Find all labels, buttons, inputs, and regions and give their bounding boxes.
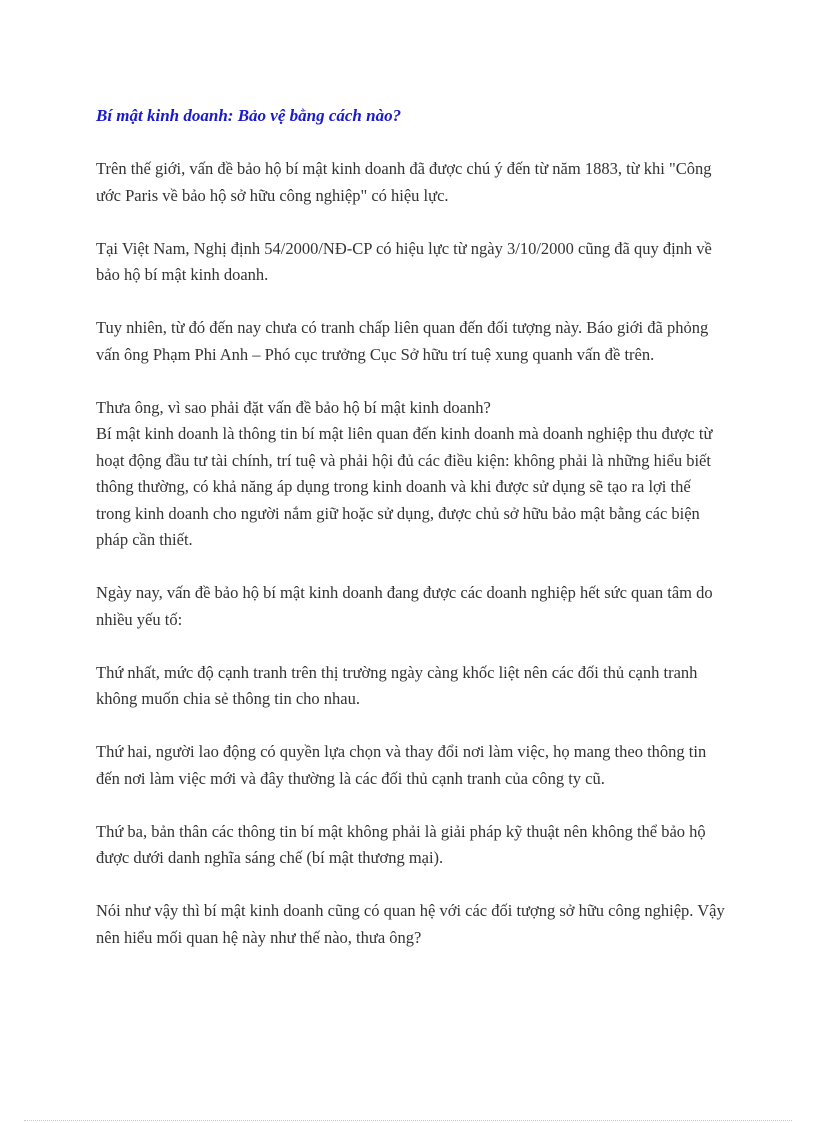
- article-title: Bí mật kinh doanh: Bảo vệ bằng cách nào?: [96, 106, 402, 125]
- paragraph-reason-second: Thứ hai, người lao động có quyền lựa chọn và thay đổi nơi làm việc, họ mang theo thông tin đến nơi làm việc mới và đây thường là các đối thủ cạnh tranh của công ty cũ.: [96, 742, 707, 788]
- interview-question-1: Thưa ông, vì sao phải đặt vấn đề bảo hộ bí mật kinh doanh?: [96, 397, 491, 417]
- interview-question-2: Nói như vậy thì bí mật kinh doanh cũng có quan hệ với các đối tượng sở hữu công nghiệp. Vậy nên hiểu mối quan hệ này như thế nào, thưa ông?: [96, 901, 725, 947]
- article-body: [96, 103, 726, 978]
- paragraph-interview-intro: Tuy nhiên, từ đó đến nay chưa có tranh chấp liên quan đến đối tượng này. Báo giới đã phỏng vấn ông Phạm Phi Anh – Phó cục trưởng Cục Sở hữu trí tuệ xung quanh vấn đề trên.: [96, 318, 709, 364]
- page-bottom-divider: [24, 1120, 792, 1121]
- paragraph-reasons-intro: Ngày nay, vấn đề bảo hộ bí mật kinh doanh đang được các doanh nghiệp hết sức quan tâm do nhiều yếu tố:: [96, 583, 713, 629]
- paragraph-reason-first: Thứ nhất, mức độ cạnh tranh trên thị trường ngày càng khốc liệt nên các đối thủ cạnh tranh không muốn chia sẻ thông tin cho nhau.: [96, 662, 698, 708]
- interview-answer-definition: Bí mật kinh doanh là thông tin bí mật liên quan đến kinh doanh mà doanh nghiệp thu được từ hoạt động đầu tư tài chính, trí tuệ và phải hội đủ các điều kiện: không phải là những hiểu biết thông thường, có khả năng áp dụng trong kinh doanh và khi được sử dụng sẽ tạo ra lợi thế trong kinh doanh cho người nắm giữ hoặc sử dụng, được chủ sở hữu bảo mật bằng các biện pháp cần thiết.: [96, 424, 713, 549]
- paragraph-reason-third: Thứ ba, bản thân các thông tin bí mật không phải là giải pháp kỹ thuật nên không thể bảo hộ được dưới danh nghĩa sáng chế (bí mật thương mại).: [96, 821, 706, 867]
- paragraph-vietnam-decree: Tại Việt Nam, Nghị định 54/2000/NĐ-CP có hiệu lực từ ngày 3/10/2000 cũng đã quy định về bảo hộ bí mật kinh doanh.: [96, 238, 712, 284]
- paragraph-intro-history: Trên thế giới, vấn đề bảo hộ bí mật kinh doanh đã được chú ý đến từ năm 1883, từ khi "Công ước Paris về bảo hộ sở hữu công nghiệp" có hiệu lực.: [96, 159, 712, 205]
